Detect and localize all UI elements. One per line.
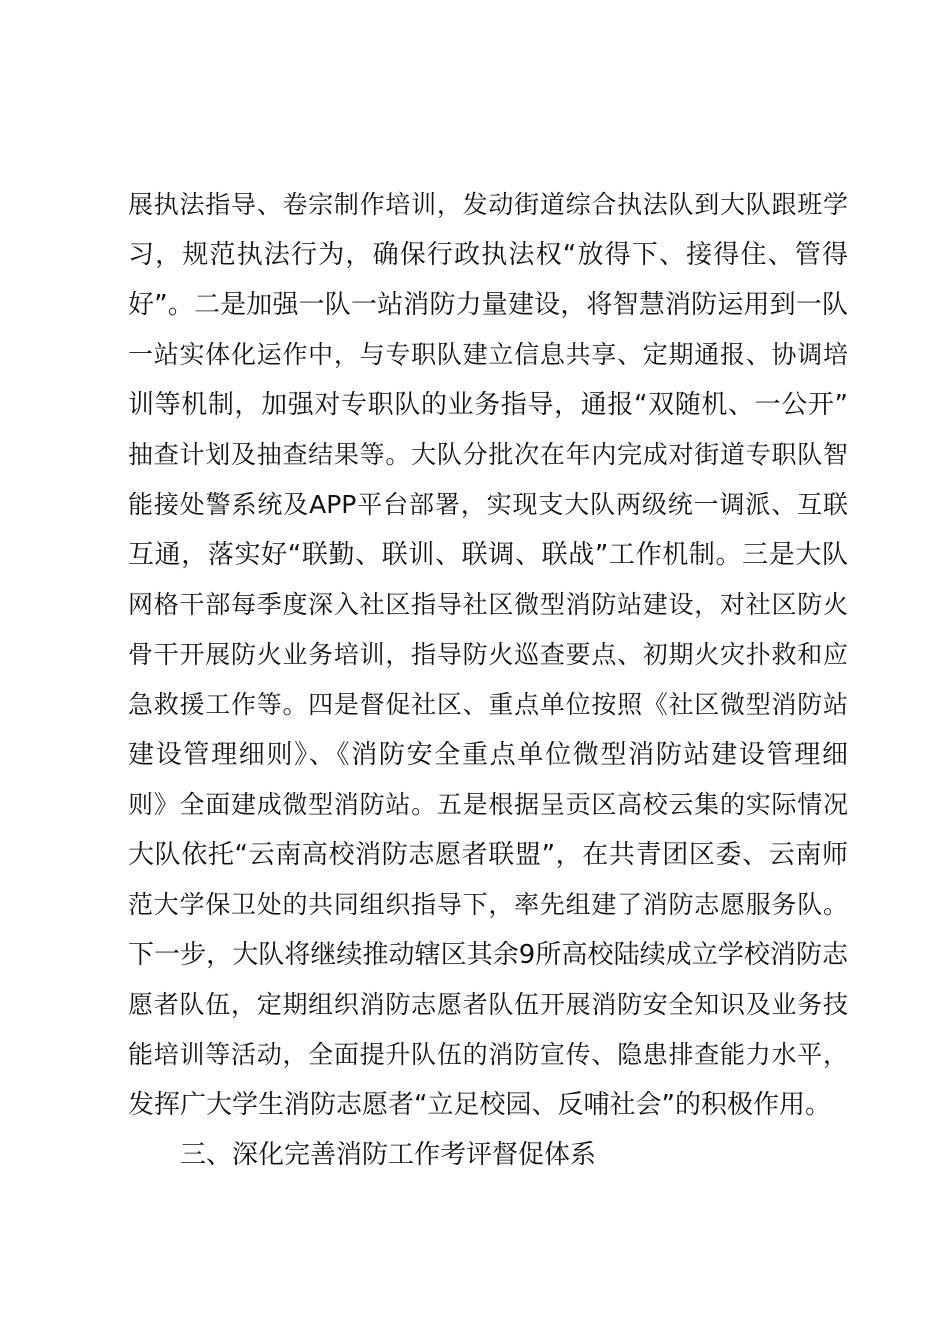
body-line-16: 下一步，大队将继续推动辖区其余9所高校陆续成立学校消防志 bbox=[128, 940, 848, 970]
body-line-6: 抽查计划及抽查结果等。大队分批次在年内完成对街道专职队智 bbox=[128, 440, 848, 469]
section-heading: 三、深化完善消防工作考评督促体系 bbox=[180, 1140, 597, 1170]
body-line-15: 范大学保卫处的共同组织指导下，率先组建了消防志愿服务队。 bbox=[128, 890, 848, 919]
body-line-8: 互通，落实好“联勤、联训、联调、联战”工作机制。三是大队 bbox=[128, 540, 848, 570]
body-line-17: 愿者队伍，定期组织消防志愿者队伍开展消防安全知识及业务技 bbox=[128, 990, 848, 1019]
body-line-13: 则》全面建成微型消防站。五是根据呈贡区高校云集的实际情况 bbox=[128, 790, 848, 819]
body-line-2: 习，规范执法行为，确保行政执法权“放得下、接得住、管得 bbox=[128, 240, 848, 270]
body-line-11: 急救援工作等。四是督促社区、重点单位按照《社区微型消防站 bbox=[128, 690, 848, 719]
body-line-10: 骨干开展防火业务培训，指导防火巡查要点、初期火灾扑救和应 bbox=[128, 640, 848, 669]
body-line-5: 训等机制，加强对专职队的业务指导，通报“双随机、一公开” bbox=[128, 390, 848, 420]
body-line-18: 能培训等活动，全面提升队伍的消防宣传、隐患排查能力水平， bbox=[128, 1040, 848, 1069]
body-line-1: 展执法指导、卷宗制作培训，发动街道综合执法队到大队跟班学 bbox=[128, 190, 848, 219]
body-line-14: 大队依托“云南高校消防志愿者联盟”，在共青团区委、云南师 bbox=[128, 840, 848, 870]
body-line-19: 发挥广大学生消防志愿者“立足校园、反哺社会”的积极作用。 bbox=[128, 1090, 831, 1120]
body-line-4: 一站实体化运作中，与专职队建立信息共享、定期通报、协调培 bbox=[128, 340, 848, 369]
body-line-9: 网格干部每季度深入社区指导社区微型消防站建设，对社区防火 bbox=[128, 590, 848, 619]
body-line-7: 能接处警系统及APP平台部署，实现支大队两级统一调派、互联 bbox=[128, 490, 848, 519]
body-line-12: 建设管理细则》、《消防安全重点单位微型消防站建设管理细 bbox=[128, 740, 848, 770]
body-line-3: 好”。二是加强一队一站消防力量建设，将智慧消防运用到一队 bbox=[128, 290, 848, 320]
